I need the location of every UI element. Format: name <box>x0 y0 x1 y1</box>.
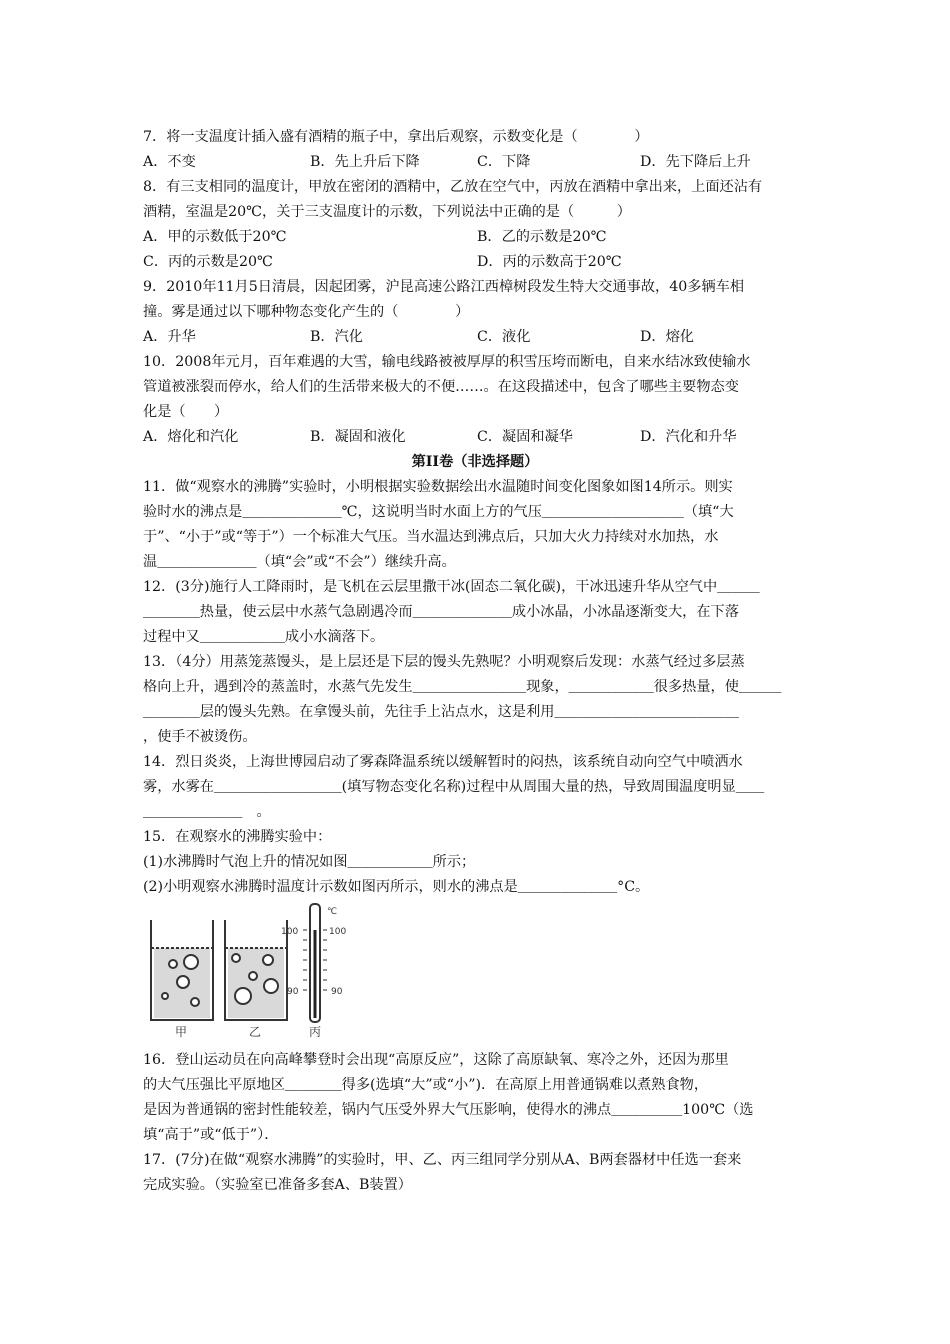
q7-option-c: C．下降 <box>477 154 531 170</box>
label-bing: 丙 <box>309 1025 322 1039</box>
question-10-stem-1: 10．2008年元月，百年难遇的大雪，输电线路被被厚厚的积雪压垮而断电，自来水结冰致使输水 <box>143 354 751 370</box>
question-13-line-1: 13．（4分）用蒸笼蒸馒头，是上层还是下层的馒头先熟呢？小明观察后发现：水蒸气经过多层蒸 <box>143 654 745 670</box>
q10-option-d: D．汽化和升华 <box>640 429 737 445</box>
question-11-line-3: 于”、“小于”或“等于”）一个标准大气压。当水温达到沸点后，只加大火力持续对水加热，水 <box>143 529 719 545</box>
section-title: 第II卷（非选择题） <box>411 454 539 470</box>
tick-90-right: 90 <box>331 987 343 997</box>
tick-100-left: 100 <box>281 927 299 937</box>
question-17-line-2: 完成实验。（实验室已准备多套A、B装置） <box>143 1177 412 1193</box>
q8-option-b: B．乙的示数是20℃ <box>477 229 607 245</box>
tick-90-left: 90 <box>287 987 299 997</box>
question-15-line-2: (1)水沸腾时气泡上升的情况如图＿＿＿＿＿＿所示； <box>143 854 476 870</box>
question-10-stem-3: 化是（ ） <box>143 404 229 420</box>
q7-option-d: D．先下降后上升 <box>640 154 751 170</box>
q9-option-a: A．升华 <box>143 329 196 345</box>
question-8-stem-2: 酒精，室温是20℃，关于三支温度计的示数，下列说法中正确的是（ ） <box>143 204 631 220</box>
question-13-line-2: 格向上升，遇到冷的蒸盖时，水蒸气先发生＿＿＿＿＿＿＿＿现象，＿＿＿＿＿＿很多热量，使＿＿＿ <box>143 679 782 695</box>
question-14-line-1: 14．烈日炎炎，上海世博园启动了雾森降温系统以缓解暂时的闷热，该系统自动向空气中喷洒水 <box>143 754 743 770</box>
q9-option-c: C．液化 <box>477 329 531 345</box>
q10-option-b: B．凝固和液化 <box>310 429 406 445</box>
q10-option-a: A．熔化和汽化 <box>143 429 239 445</box>
question-8-stem-1: 8．有三支相同的温度计，甲放在密闭的酒精中，乙放在空气中，丙放在酒精中拿出来，上面还沾有 <box>143 179 763 195</box>
question-12-line-2: ＿＿＿＿热量，使云层中水蒸气急剧遇冷而＿＿＿＿＿＿＿成小冰晶，小冰晶逐渐变大，在下落 <box>143 604 739 620</box>
question-9-stem-2: 撞。雾是通过以下哪种物态变化产生的（ ） <box>143 304 470 320</box>
question-7-stem: 7．将一支温度计插入盛有酒精的瓶子中，拿出后观察，示数变化是（ ） <box>143 129 649 145</box>
question-14-line-3: ＿＿＿＿＿＿＿ 。 <box>143 804 271 820</box>
label-yi: 乙 <box>249 1025 262 1039</box>
q9-option-d: D．熔化 <box>640 329 694 345</box>
question-15-line-1: 15．在观察水的沸腾实验中： <box>143 829 332 845</box>
question-12-line-1: 12．(3分)施行人工降雨时，是飞机在云层里撒干冰(固态二氧化碳)，干冰迅速升华从空气中＿＿＿ <box>143 579 760 595</box>
boiling-experiment-figure <box>143 900 353 1040</box>
question-11-line-2: 验时水的沸点是＿＿＿＿＿＿＿℃，这说明当时水面上方的气压＿＿＿＿＿＿＿＿＿＿（填“大 <box>143 504 734 520</box>
label-jia: 甲 <box>175 1025 188 1039</box>
q9-option-b: B．汽化 <box>310 329 363 345</box>
question-16-line-2: 的大气压强比平原地区＿＿＿＿得多(选填“大”或“小”)．在高原上用普通锅难以煮熟食物， <box>143 1077 709 1093</box>
question-11-line-4: 温＿＿＿＿＿＿＿（填“会”或“不会”）继续升高。 <box>143 554 456 570</box>
question-15-line-3: (2)小明观察水沸腾时温度计示数如图丙所示，则水的沸点是＿＿＿＿＿＿＿°C。 <box>143 879 650 895</box>
question-14-line-2: 雾，水雾在＿＿＿＿＿＿＿＿＿(填写物态变化名称)过程中从周围大量的热，导致周围温度明显＿＿ <box>143 779 765 795</box>
tick-100-right: 100 <box>329 927 347 937</box>
question-16-line-1: 16．登山运动员在向高峰攀登时会出现“高原反应”，这除了高原缺氧、寒冷之外，还因为那里 <box>143 1052 729 1068</box>
question-17-line-1: 17．(7分)在做“观察水沸腾”的实验时，甲、乙、丙三组同学分别从A、B两套器材中任选一套来 <box>143 1152 742 1168</box>
q7-option-b: B．先上升后下降 <box>310 154 420 170</box>
question-10-stem-2: 管道被涨裂而停水，给人们的生活带来极大的不便……。在这段描述中，包含了哪些主要物态变 <box>143 379 739 395</box>
question-16-line-4: 填“高于”或“低于”）． <box>143 1127 279 1143</box>
question-16-line-3: 是因为普通锅的密封性能较差，锅内气压受外界大气压影响，使得水的沸点＿＿＿＿＿100℃（选 <box>143 1102 754 1118</box>
q8-option-a: A．甲的示数低于20℃ <box>143 229 287 245</box>
question-12-line-3: 过程中又＿＿＿＿＿＿成小水滴落下。 <box>143 629 385 645</box>
q10-option-c: C．凝固和凝华 <box>477 429 573 445</box>
q7-option-a: A．不变 <box>143 154 196 170</box>
question-9-stem-1: 9．2010年11月5日清晨，因起团雾，沪昆高速公路江西樟树段发生特大交通事故，40多辆车相 <box>143 279 745 295</box>
q8-option-c: C．丙的示数是20℃ <box>143 254 273 270</box>
question-13-line-3: ＿＿＿＿层的馒头先熟。在拿馒头前，先往手上沾点水，这是利用＿＿＿＿＿＿＿＿＿＿＿＿＿ <box>143 704 739 720</box>
unit-label: ℃ <box>327 907 338 917</box>
question-13-line-4: ，使手不被烫伤。 <box>143 729 257 745</box>
question-11-line-1: 11．做“观察水的沸腾”实验时，小明根据实验数据绘出水温随时间变化图象如图14所示。则实 <box>143 479 733 495</box>
q8-option-d: D．丙的示数高于20℃ <box>477 254 622 270</box>
